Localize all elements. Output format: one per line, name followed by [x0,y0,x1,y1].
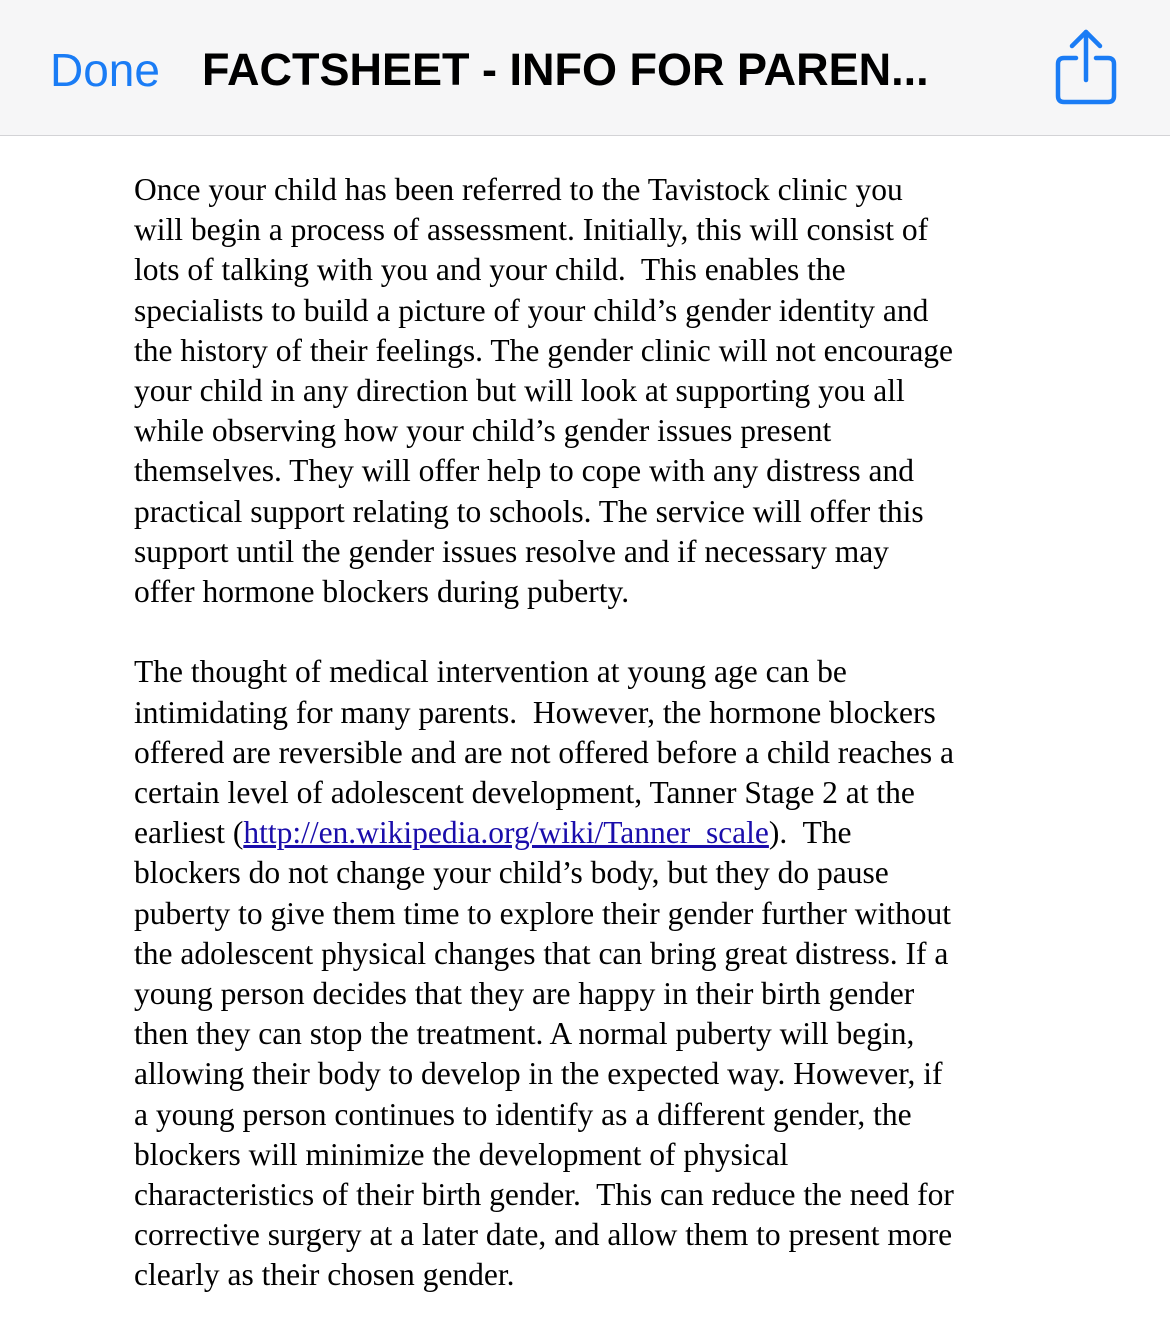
document-body [134,170,1054,1336]
text-line: will begin a process of assessment. Initially, this will consist of [134,212,929,248]
paragraph-medical-intervention [134,652,1054,1295]
link-line-suffix: ). The [768,815,852,851]
text-line: young person decides that they are happy in their birth gender [134,976,915,1012]
text-line: themselves. They will offer help to cope with any distress and [134,453,915,489]
text-line: specialists to build a picture of your child’s gender identity and [134,292,929,328]
share-button[interactable] [1050,26,1122,110]
text-line: corrective surgery at a later date, and allow them to present more [134,1217,953,1253]
navigation-bar [0,0,1170,136]
tanner-scale-link[interactable]: http://en.wikipedia.org/wiki/Tanner_scale [243,815,769,851]
text-line: lots of talking with you and your child. This enables the [134,252,846,288]
text-line: practical support relating to schools. The service will offer this [134,493,924,529]
text-line: offered are reversible and are not offered before a child reaches a [134,734,954,770]
text-line: puberty to give them time to explore their gender further without [134,895,952,931]
text-line: intimidating for many parents. However, the hormone blockers [134,694,936,730]
share-icon [1050,26,1122,110]
link-line [134,813,1054,853]
text-line: your child in any direction but will look at supporting you all [134,373,905,409]
document-title: FACTSHEET - INFO FOR PAREN... [202,44,929,95]
text-line: Once your child has been referred to the Tavistock clinic you [134,172,903,207]
done-button[interactable]: Done [50,44,160,96]
text-line: characteristics of their birth gender. This can reduce the need for [134,1177,954,1213]
link-line-prefix: earliest ( [134,815,244,851]
text-line: offer hormone blockers during puberty. [134,574,630,610]
text-line: the adolescent physical changes that can bring great distress. If a [134,935,949,971]
text-line: clearly as their chosen gender. [134,1257,515,1293]
text-line: certain level of adolescent development, Tanner Stage 2 at the [134,775,915,811]
text-line: the history of their feelings. The gender clinic will not encourage [134,332,954,368]
text-line: then they can stop the treatment. A normal puberty will begin, [134,1016,915,1052]
text-line: blockers do not change your child’s body, but they do pause [134,855,889,891]
text-line: allowing their body to develop in the expected way. However, if [134,1056,943,1092]
text-line: support until the gender issues resolve and if necessary may [134,533,889,569]
text-line: while observing how your child’s gender issues present [134,413,832,449]
text-line: blockers will minimize the development of physical [134,1136,789,1172]
text-line: The thought of medical intervention at young age can be [134,654,847,690]
paragraph-assessment [134,170,1054,612]
text-line: a young person continues to identify as a different gender, the [134,1096,912,1132]
